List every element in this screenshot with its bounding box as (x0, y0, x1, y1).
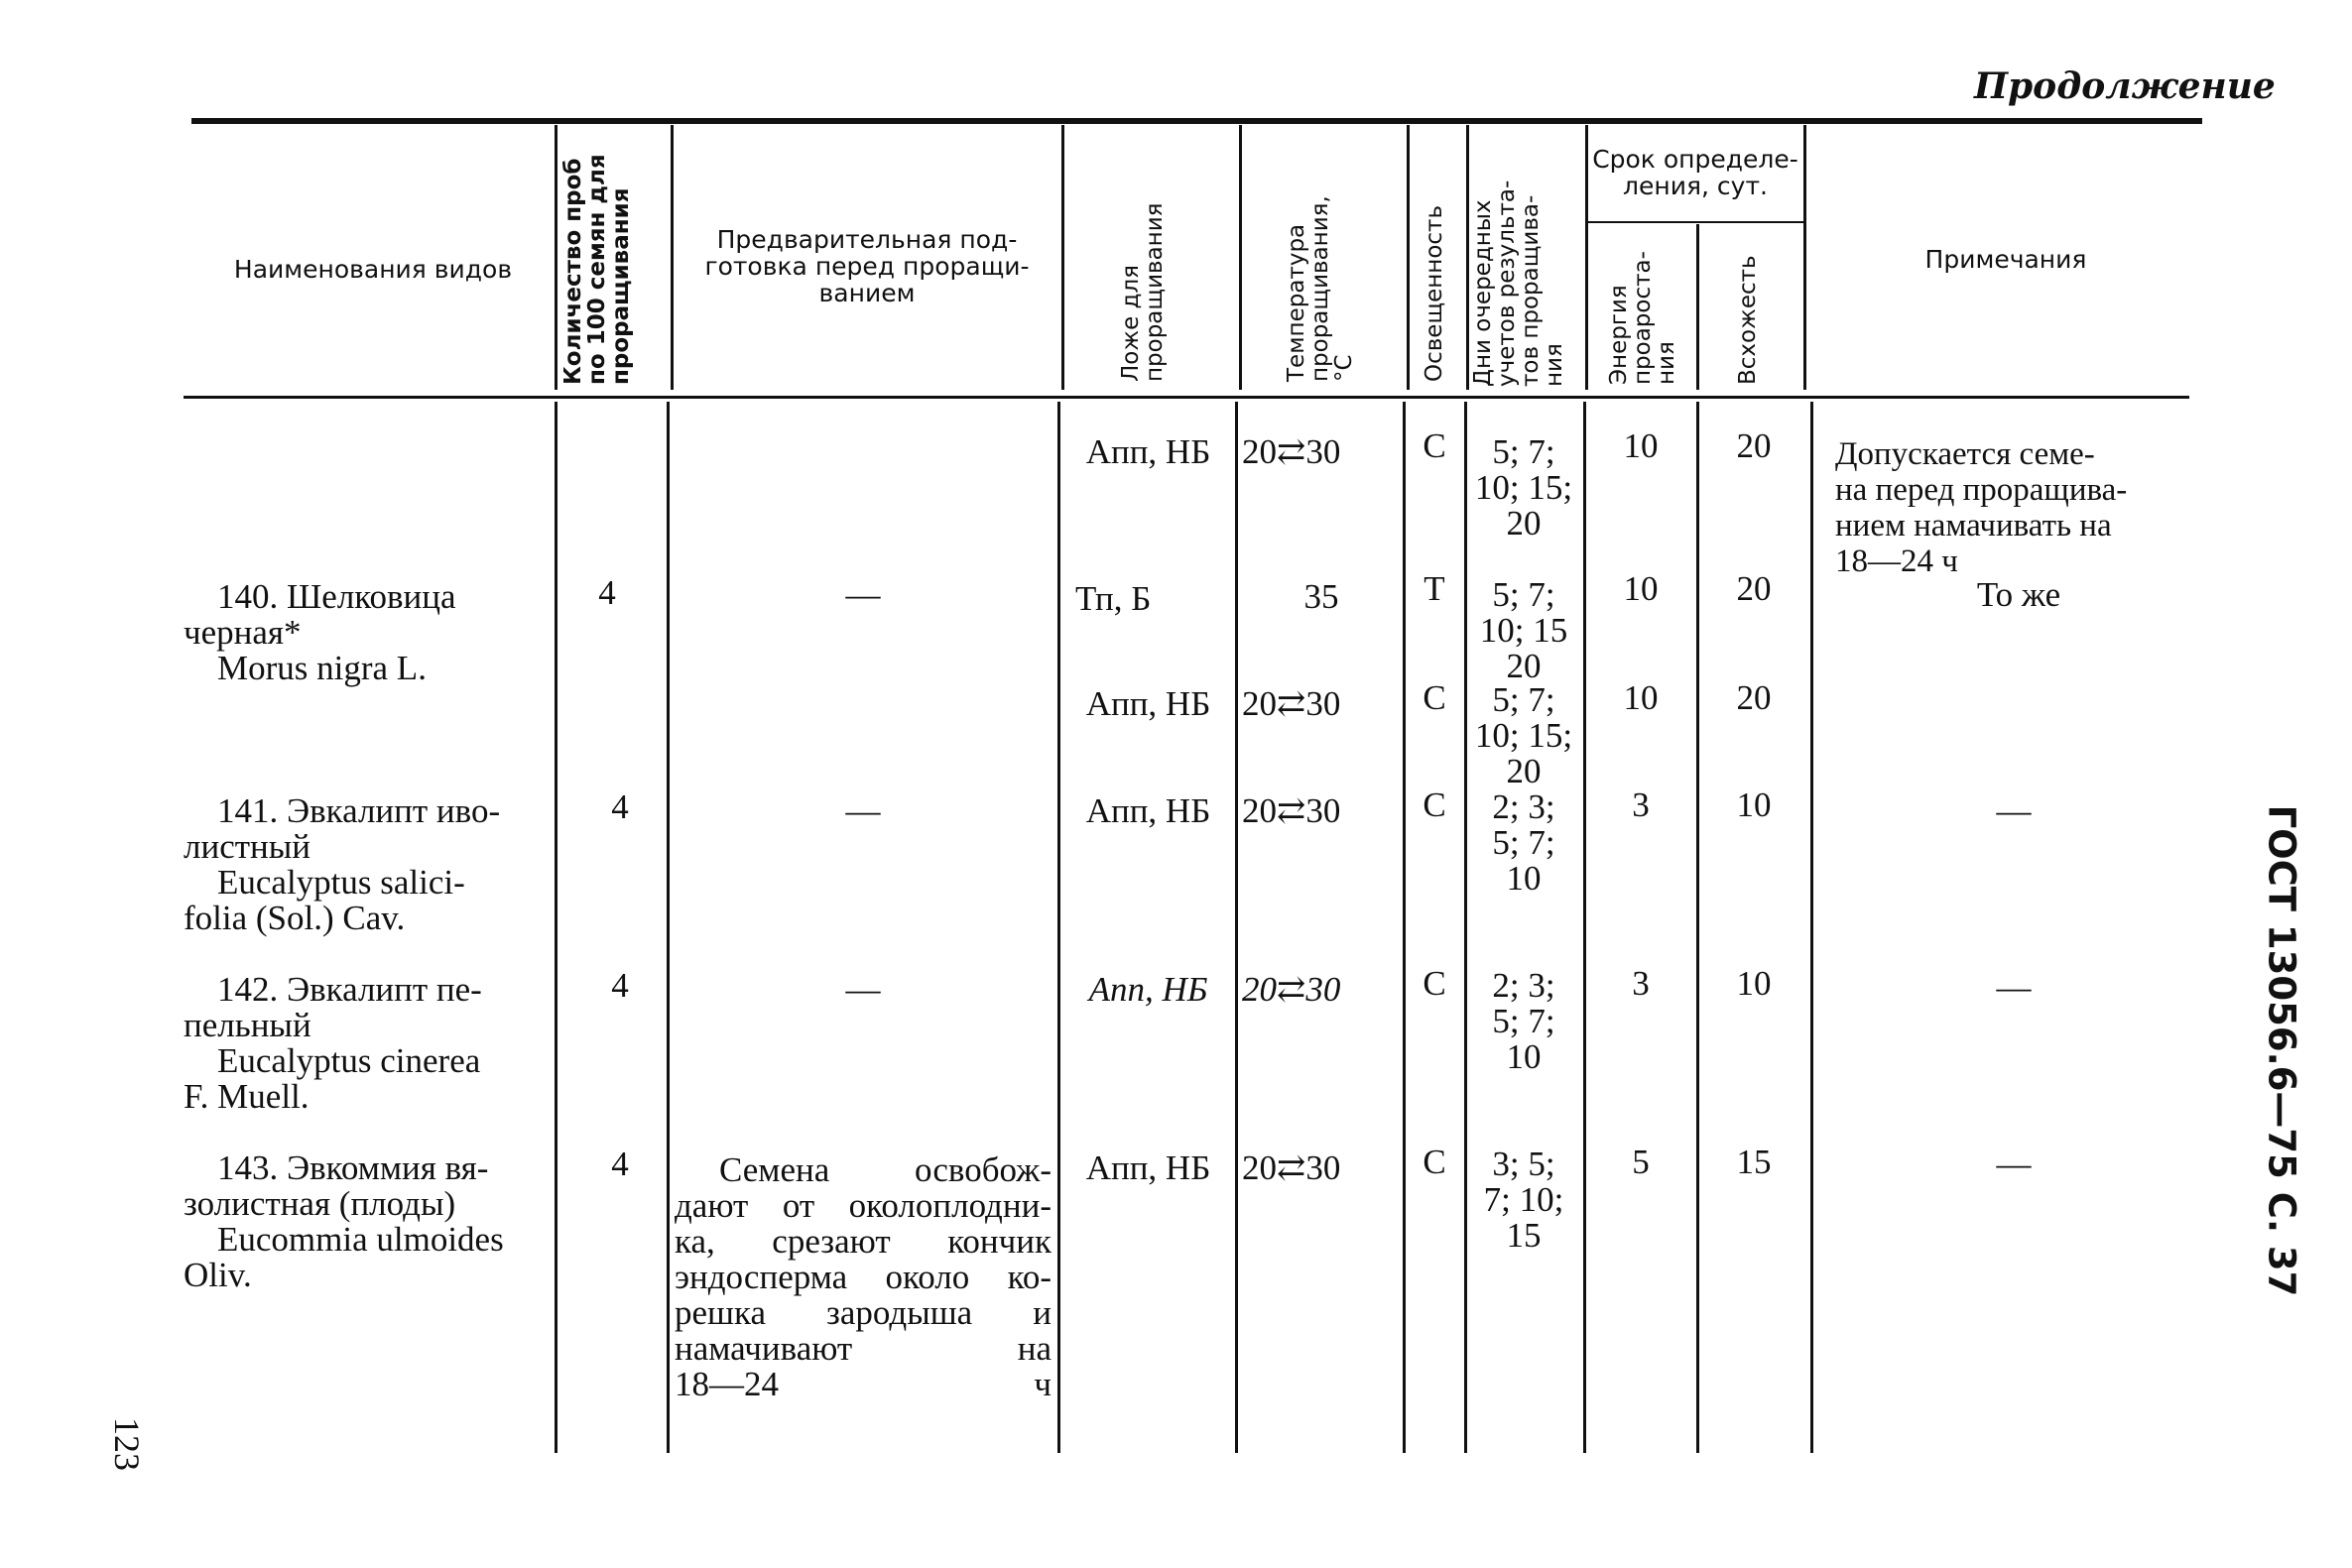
samples-count: 4 (611, 966, 629, 1005)
temperature: 20⇄30 (1242, 684, 1341, 723)
energy: 3 (1632, 964, 1650, 1003)
energy: 10 (1623, 678, 1659, 717)
energy: 5 (1632, 1143, 1650, 1181)
bed: Апп, НБ (1085, 684, 1211, 723)
germination: 20 (1736, 426, 1772, 465)
header-term-group: Срок определе- ления, сут. (1592, 145, 1798, 200)
species-name: 140. Шелковица черная* (184, 577, 456, 652)
samples-count: 4 (598, 573, 616, 612)
species-latin: Eucalyptus cinerea F. Muell. (184, 1041, 481, 1116)
bed: Апп, НБ (1085, 1148, 1211, 1187)
note: Допускается семе- на перед проращива- нием намачивать на 18—24 ч (1835, 436, 2128, 579)
header-germination: Всхожесть (1735, 255, 1761, 385)
temperature: 20⇄30 (1242, 791, 1341, 830)
body-col-line (1696, 402, 1699, 1453)
light: С (1423, 426, 1446, 465)
note: — (1996, 968, 2032, 1007)
count-days: 5; 7; 10; 15; 20 (1474, 432, 1573, 543)
header-col-line (555, 125, 557, 390)
body-col-line (1057, 402, 1060, 1453)
temperature: 20⇄30 (1242, 432, 1341, 471)
body-col-line (1403, 402, 1406, 1453)
count-days: 2; 3; 5; 7; 10 (1492, 966, 1555, 1076)
species-latin: Morus nigra L. (217, 649, 427, 687)
header-energy: Энергия проароста- ния (1606, 251, 1679, 385)
temperature: 35 (1303, 577, 1339, 616)
header-bed: Ложе для проращивания (1118, 202, 1168, 382)
header-col-line (1466, 125, 1469, 390)
preparation: — (845, 575, 881, 614)
header-col-line (671, 125, 674, 390)
count-days: 5; 7; 10; 15; 20 (1474, 680, 1573, 790)
bed: Тп, Б (1075, 579, 1152, 618)
table-top-rule (191, 118, 2202, 124)
species-name: 141. Эвкалипт иво- листный (184, 791, 501, 866)
header-preparation: Предварительная под- готовка перед проращи- ванием (704, 225, 1030, 307)
body-col-line (1464, 402, 1467, 1453)
germination: 10 (1736, 785, 1772, 824)
germination: 20 (1736, 678, 1772, 717)
header-light: Освещенность (1422, 204, 1447, 382)
light: С (1423, 678, 1446, 717)
header-col-line (1585, 125, 1588, 390)
note: — (1996, 791, 2032, 830)
species-latin: Eucalyptus salici- folia (Sol.) Cav. (184, 863, 465, 937)
body-col-line (555, 402, 557, 1453)
header-col-line (1407, 125, 1410, 390)
species-name: 143. Эвкоммия вя- золистная (плоды) (184, 1148, 489, 1223)
preparation: — (845, 970, 881, 1009)
preparation: Семена освобож- дают от околоплодни- ка, срезают кончик эндосперма около ко- решка зародыша и намачивают на 18—24 ч (675, 1150, 1052, 1403)
preparation: — (845, 791, 881, 830)
note: То же (1976, 575, 2061, 614)
term-group-rule (1585, 221, 1803, 223)
body-col-line (1810, 402, 1813, 1453)
header-col-line (1803, 125, 1806, 390)
species-latin: Eucommia ulmoides Oliv. (184, 1220, 504, 1294)
species-name: 142. Эвкалипт пе- пельный (184, 970, 482, 1044)
bed: Апп, НБ (1085, 432, 1211, 471)
samples-count: 4 (611, 1145, 629, 1183)
header-col-line (1061, 125, 1064, 390)
header-names: Наименования видов (233, 255, 513, 284)
continuation-label: Продолжение (1974, 65, 2276, 107)
header-temperature: Температура проращивания, °С (1284, 195, 1357, 382)
count-days: 5; 7; 10; 15 20 (1479, 575, 1568, 685)
light: С (1423, 964, 1446, 1003)
header-notes: Примечания (1924, 245, 2087, 274)
body-col-line (1235, 402, 1238, 1453)
germination: 10 (1736, 964, 1772, 1003)
energy: 10 (1623, 569, 1659, 608)
body-col-line (1583, 402, 1586, 1453)
light: С (1423, 785, 1446, 824)
header-col-line (1239, 125, 1242, 390)
samples-count: 4 (611, 787, 629, 826)
count-days: 2; 3; 5; 7; 10 (1492, 787, 1555, 898)
temperature: 20⇄30 (1242, 970, 1341, 1009)
bed: Апп, НБ (1088, 970, 1208, 1009)
bed: Апп, НБ (1085, 791, 1211, 830)
germination: 15 (1736, 1143, 1772, 1181)
light: Т (1424, 569, 1445, 608)
energy: 3 (1632, 785, 1650, 824)
germination: 20 (1736, 569, 1772, 608)
energy: 10 (1623, 426, 1659, 465)
note: — (1996, 1145, 2032, 1183)
header-bottom-rule (184, 396, 2189, 399)
header-samples: Количество проб по 100 семян для проращивания (560, 154, 634, 385)
temperature: 20⇄30 (1242, 1148, 1341, 1187)
header-count-days: Дни очередных учетов результа- тов проращива- ния (1470, 180, 1567, 387)
light: С (1423, 1143, 1446, 1181)
body-col-line (667, 402, 670, 1453)
header-col-line (1696, 224, 1699, 390)
count-days: 3; 5; 7; 10; 15 (1483, 1145, 1564, 1255)
